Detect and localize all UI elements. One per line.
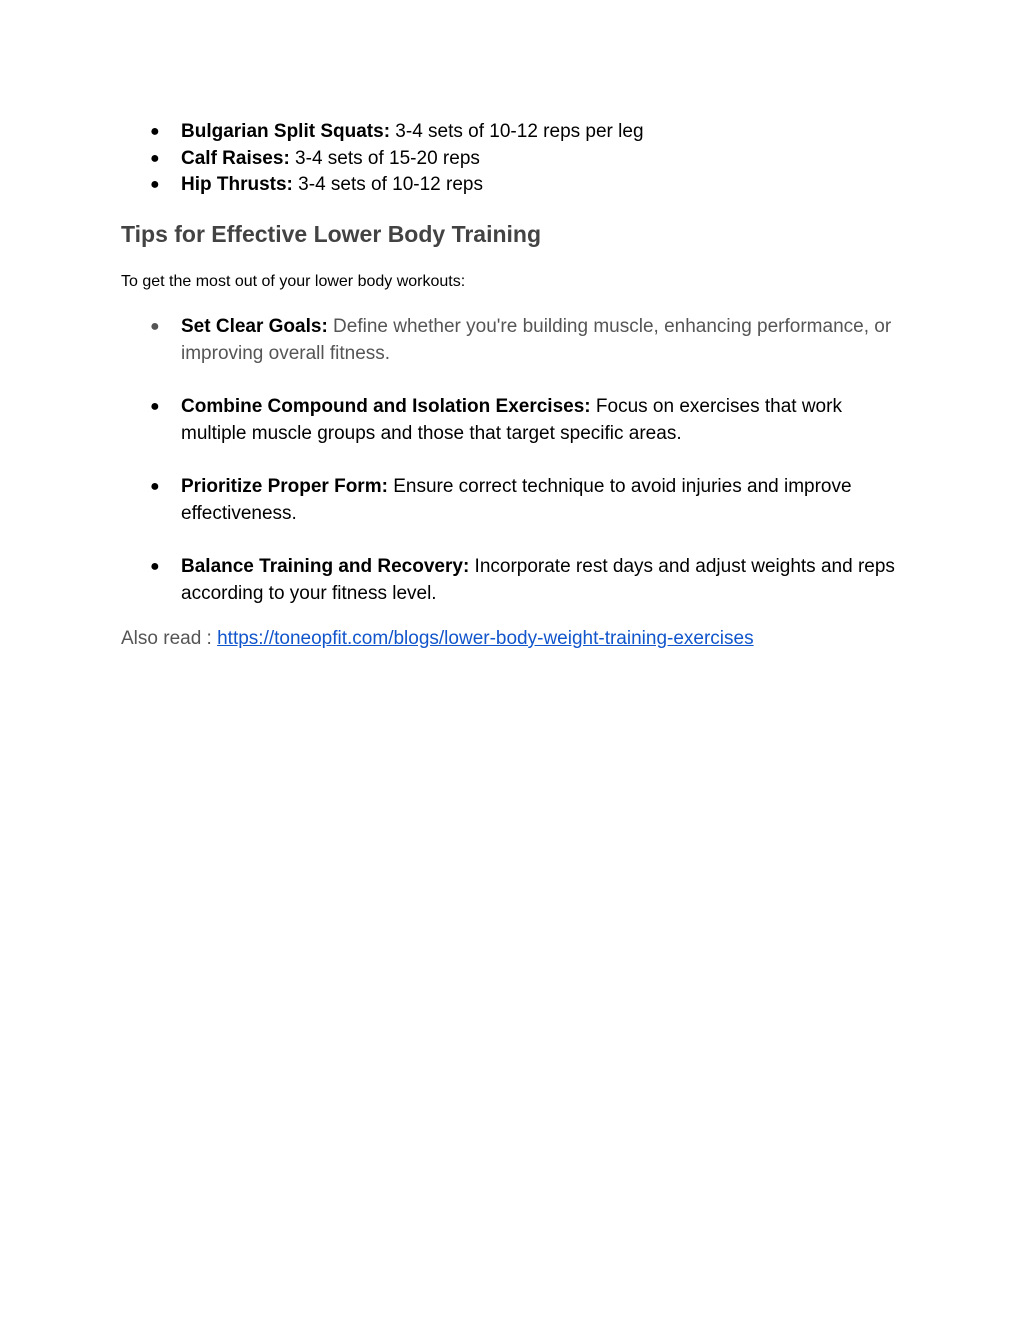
list-item [150, 146, 910, 173]
bullet-icon: ● [150, 318, 160, 335]
tip-description: Incorporate rest days and adjust weights and reps according to your fitness level. [181, 556, 895, 604]
tips-intro: To get the most out of your lower body workouts: [121, 273, 466, 290]
list-item [150, 474, 910, 527]
tip-description: Focus on exercises that work multiple muscle groups and those that target specific areas. [181, 396, 842, 444]
list-item [150, 314, 910, 367]
list-item [150, 554, 910, 607]
list-item [150, 394, 910, 447]
bullet-icon: ● [150, 123, 160, 140]
exercise-description: 3-4 sets of 10-12 reps per leg [390, 121, 644, 142]
also-read-label: Also read : [121, 628, 218, 649]
tip-description: Ensure correct technique to avoid injuries and improve effectiveness. [181, 476, 852, 524]
bullet-icon: ● [150, 478, 160, 495]
list-item [150, 172, 910, 199]
also-read [121, 626, 754, 652]
tip-term: Balance Training and Recovery: [181, 556, 470, 577]
exercise-description: 3-4 sets of 15-20 reps [289, 147, 480, 169]
tip-term: Combine Compound and Isolation Exercises: [181, 396, 591, 417]
tips-list [150, 314, 910, 607]
section-heading: Tips for Effective Lower Body Training [121, 221, 542, 247]
bullet-icon: ● [150, 176, 160, 193]
bullet-icon: ● [150, 558, 160, 575]
exercise-description: 3-4 sets of 10-12 reps [292, 174, 483, 195]
exercise-list [150, 119, 910, 199]
exercise-term: Hip Thrusts: [181, 174, 293, 195]
tip-term: Prioritize Proper Form: [181, 476, 388, 497]
exercise-term: Calf Raises: [181, 147, 290, 169]
tip-term: Set Clear Goals: [181, 316, 328, 337]
tip-description: Define whether you're building muscle, enhancing performance, or improving overall fitness. [181, 316, 892, 364]
bullet-icon: ● [150, 149, 160, 167]
also-read-link[interactable]: https://toneopfit.com/blogs/lower-body-weight-training-exercises [217, 628, 754, 649]
list-item [150, 119, 910, 146]
bullet-icon: ● [150, 398, 160, 415]
exercise-term: Bulgarian Split Squats: [181, 121, 391, 142]
